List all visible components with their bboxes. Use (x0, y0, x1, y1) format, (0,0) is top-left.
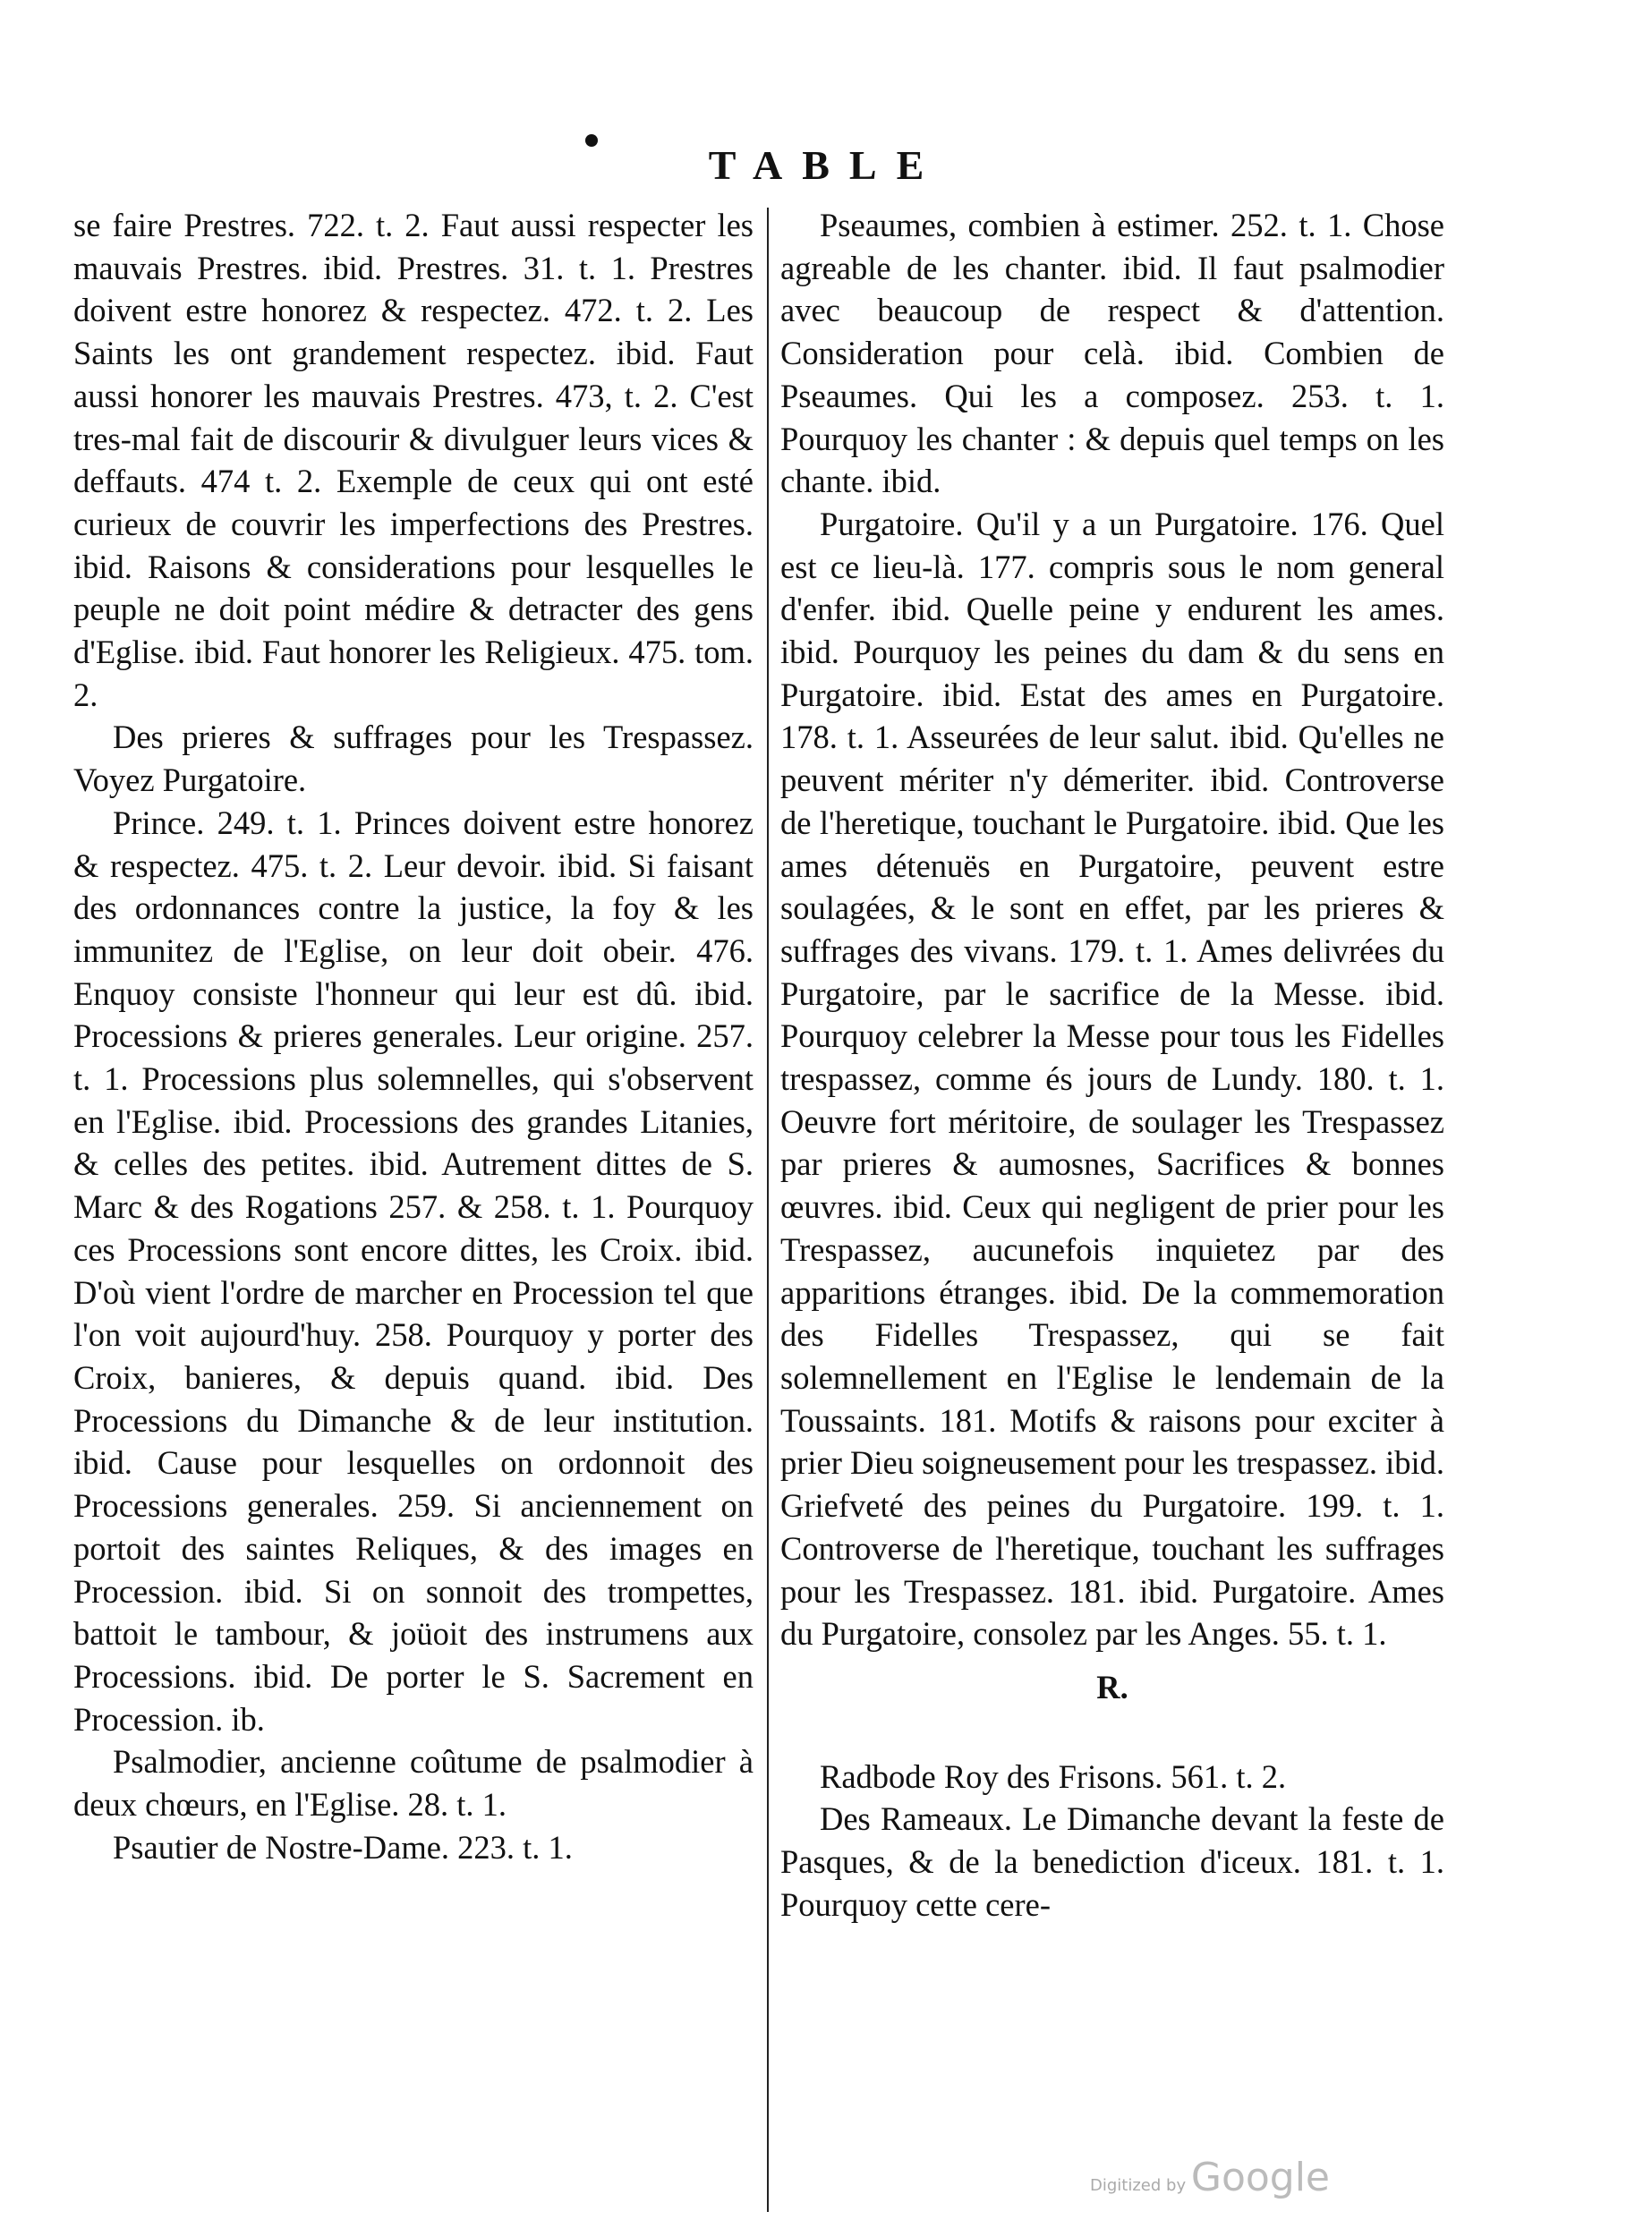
page-title: TABLE (708, 142, 944, 188)
index-entry: Prince. 249. t. 1. Princes doivent estre honorez & respectez. 475. t. 2. Leur devoir. ibid. Si faisant des ordonnances contre la justice, la foy & les immunitez de l'Eglise, on leur doit obeir. 476. Enquoy consiste l'honneur qui leur est dû. ibid. Processions & prieres generales. Leur origine. 257. t. 1. Processions plus solemnelles, qui s'observent en l'Eglise. ibid. Processions des grandes Litanies, & celles des petites. ibid. Autrement dittes de S. Marc & des Rogations 257. & 258. t. 1. Pourquoy ces Processions sont encore dittes, les Croix. ibid. D'où vient l'ordre de marcher en Procession tel que l'on voit aujourd'huy. 258. Pourquoy y porter des Croix, banieres, & depuis quand. ibid. Des Processions du Dimanche & de leur institution. ibid. Cause pour lesquelles on ordonnoit des Processions generales. 259. Si anciennement on portoit des saintes Reliques, & des images en Procession. ibid. Si on sonnoit des trompettes, battoit le tambour, & joüoit des instrumens aux Processions. ibid. De porter le S. Sacrement en Procession. ib. (73, 804, 754, 1738)
index-entry: Pseaumes, combien à estimer. 252. t. 1. Chose agreable de les chanter. ibid. Il faut psalmodier avec beaucoup de respect & d'attention. Consideration pour celà. ibid. Combien de Pseaumes. Qui les a composez. 253. t. 1. Pourquoy les chanter : & depuis quel temps on les chante. ibid. (780, 207, 1444, 500)
index-entry: Psautier de Nostre-Dame. 223. t. 1. (113, 1828, 573, 1866)
index-entry: se faire Prestres. 722. t. 2. Faut aussi respecter les mauvais Prestres. ibid. Prestres. 31. t. 1. Prestres doivent estre honorez & respectez. 472. t. 2. Les Saints les ont grandement respectez. ibid. Faut aussi honorer les mauvais Prestres. 473, t. 2. C'est tres-mal fait de discourir & divulguer leurs vices & deffauts. 474 t. 2. Exemple de ceux qui ont esté curieux de couvrir les imperfections des Prestres. ibid. Raisons & considerations pour lesquelles le peuple ne doit point médire & detracter des gens d'Eglise. ibid. Faut honorer les Religieux. 475. tom. 2. (73, 207, 754, 713)
right-column (780, 204, 1444, 1926)
index-entry: Des Rameaux. Le Dimanche devant la feste de Pasques, & de la benediction d'iceux. 181. t. 1. Pourquoy cette cere- (780, 1800, 1444, 1923)
index-entry: Des prieres & suffrages pour les Trespassez. Voyez Purgatoire. (73, 719, 754, 799)
digitized-watermark (1090, 2155, 1330, 2200)
index-entry: Psalmodier, ancienne coûtume de psalmodier à deux chœurs, en l'Eglise. 28. t. 1. (73, 1743, 754, 1824)
section-heading: R. (1096, 1668, 1128, 1705)
watermark-prefix: Digitized by (1090, 2176, 1187, 2195)
watermark-brand: Google (1190, 2155, 1331, 2200)
index-entry: Purgatoire. Qu'il y a un Purgatoire. 176. Quel est ce lieu-là. 177. compris sous le nom general d'enfer. ibid. Quelle peine y endurent les ames. ibid. Pourquoy les peines du dam & du sens en Purgatoire. ibid. Estat des ames en Purgatoire. 178. t. 1. Asseurées de leur salut. ibid. Qu'elles ne peuvent mériter n'y démeriter. ibid. Controverse de l'heretique, touchant le Purgatoire. ibid. Que les ames détenuës en Purgatoire, peuvent estre soulagées, & le sont en effet, par les prieres & suffrages des vivans. 179. t. 1. Ames delivrées du Purgatoire, par le sacrifice de la Messe. ibid. Pourquoy celebrer la Messe pour tous les Fidelles trespassez, comme és jours de Lundy. 180. t. 1. Oeuvre fort méritoire, de soulager les Trespassez par prieres & aumosnes, Sacrifices & bonnes œuvres. ibid. Ceux qui negligent de prier pour les Trespassez, aucunefois inquietez par des apparitions étranges. ibid. De la commemoration des Fidelles Trespassez, qui se fait solemnellement en l'Eglise le lendemain de la Toussaints. 181. Motifs & raisons pour exciter à prier Dieu soigneusement pour les trespassez. ibid. Griefveté des peines du Purgatoire. 199. t. 1. Controverse de l'heretique, touchant les suffrages pour les Trespassez. 181. ibid. Purgatoire. Ames du Purgatoire, consolez par les Anges. 55. t. 1. (780, 505, 1444, 1653)
left-column (73, 204, 754, 1868)
index-entry: Radbode Roy des Frisons. 561. t. 2. (820, 1757, 1287, 1795)
column-divider (767, 208, 769, 2212)
